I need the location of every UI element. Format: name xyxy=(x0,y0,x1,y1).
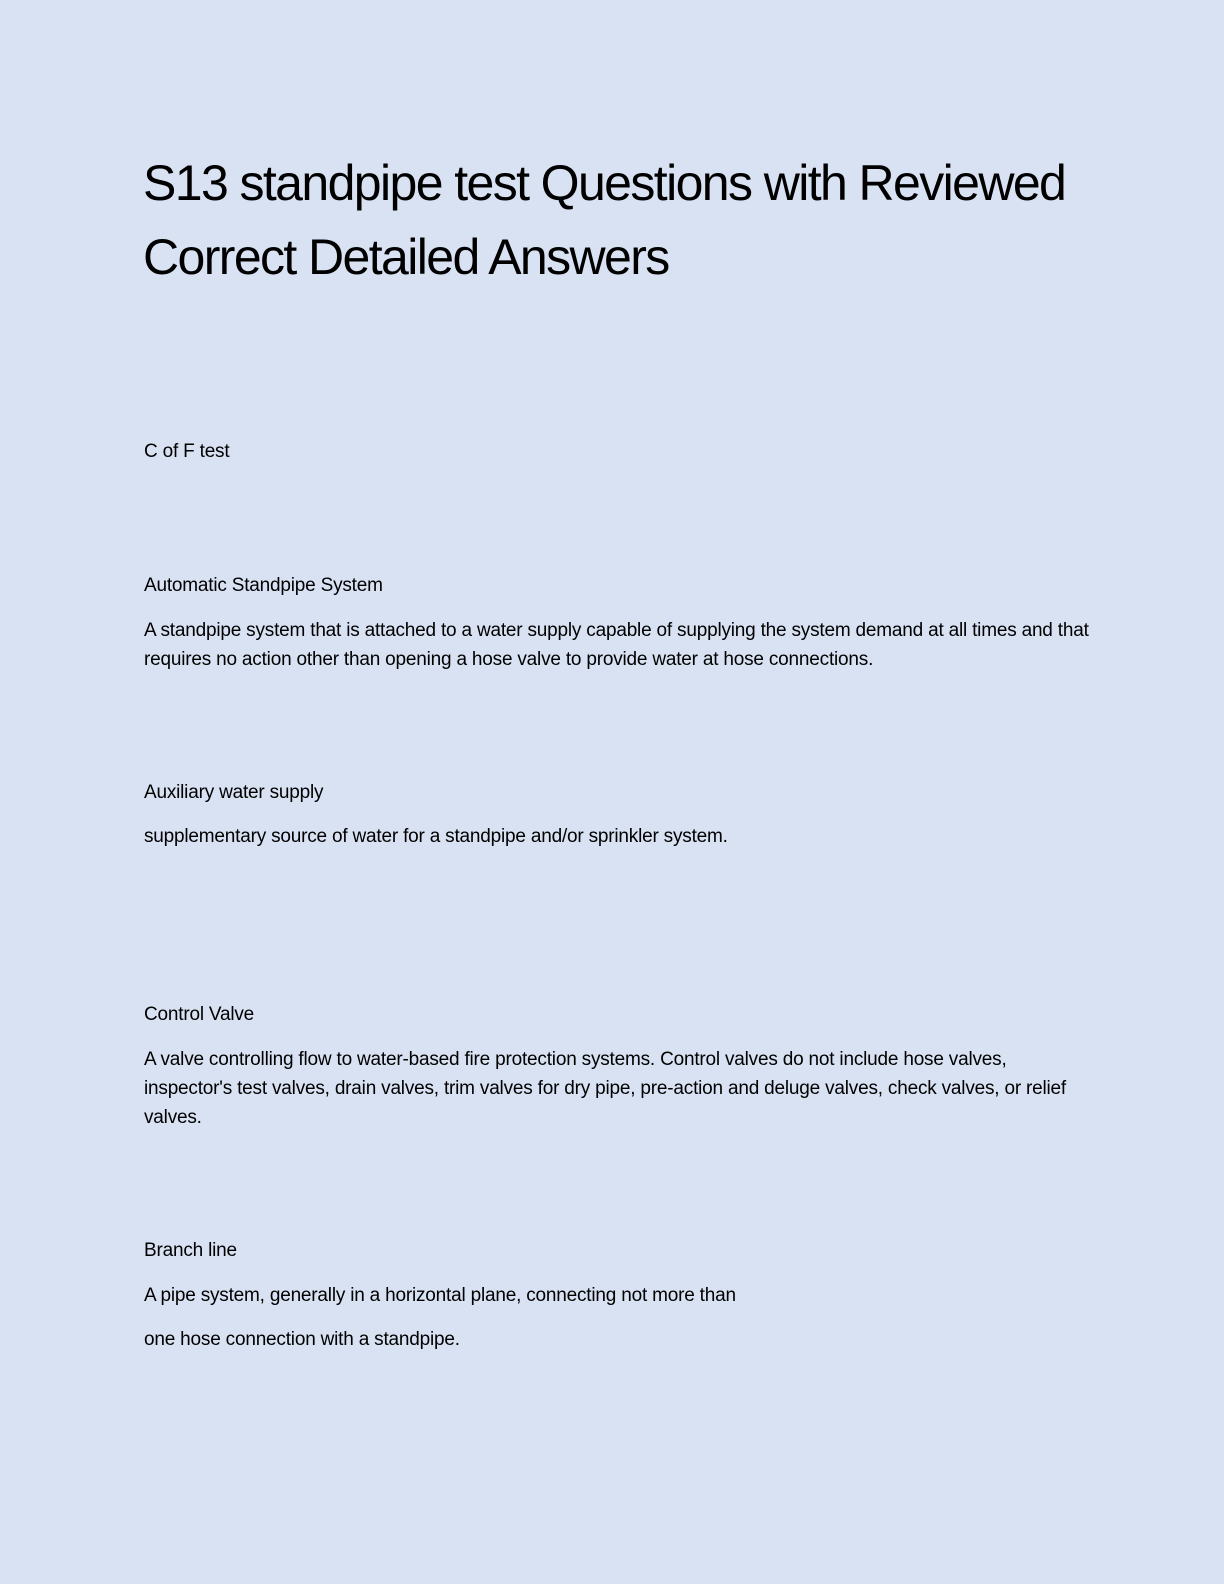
term-branch-line: Branch line xyxy=(144,1240,237,1261)
definition-automatic-standpipe-system: A standpipe system that is attached to a water supply capable of supplying the system demand at all times and that requires no action other than opening a hose valve to provide water at hose connections. xyxy=(144,620,1089,670)
definition-branch-line-line-2: one hose connection with a standpipe. xyxy=(144,1329,460,1350)
term-control-valve: Control Valve xyxy=(144,1004,255,1025)
intro-text: C of F test xyxy=(144,441,230,462)
document-title: S13 standpipe test Questions with Reviewed Correct Detailed Answers xyxy=(143,155,1066,285)
definition-auxiliary-water-supply: supplementary source of water for a standpipe and/or sprinkler system. xyxy=(144,826,728,847)
definition-control-valve: A valve controlling flow to water-based fire protection systems. Control valves do not include hose valves, inspector's test valves, drain valves, trim valves for dry pipe, pre-action and deluge valves, check valves, or relief valves. xyxy=(144,1049,1067,1128)
definition-branch-line-line-1: A pipe system, generally in a horizontal plane, connecting not more than xyxy=(144,1285,736,1306)
term-automatic-standpipe-system: Automatic Standpipe System xyxy=(144,575,383,596)
term-auxiliary-water-supply: Auxiliary water supply xyxy=(144,782,324,803)
